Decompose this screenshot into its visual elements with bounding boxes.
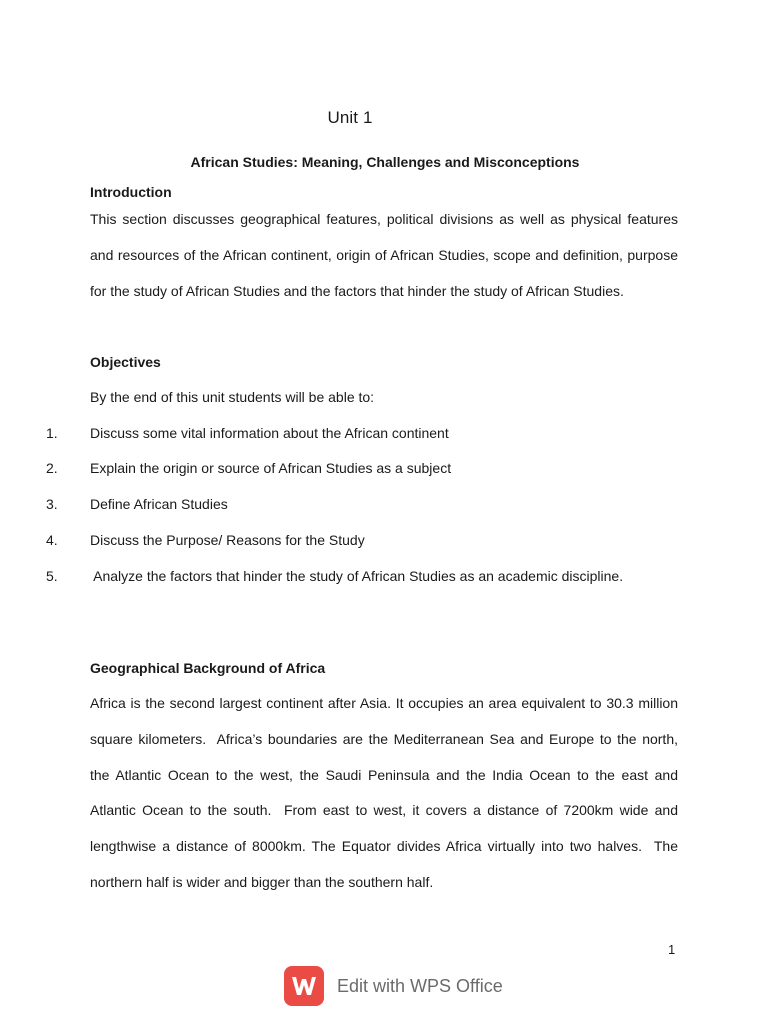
- wps-edit-banner[interactable]: [284, 964, 503, 1008]
- wps-edit-label[interactable]: Edit with WPS Office: [337, 975, 503, 996]
- list-item: Explain the origin or source of African Studies as a subject: [90, 460, 452, 476]
- list-item: Discuss the Purpose/ Reasons for the Study: [90, 532, 365, 548]
- geography-heading: Geographical Background of Africa: [90, 660, 326, 676]
- wps-logo-icon: [284, 966, 324, 1006]
- introduction-paragraph: This section discusses geographical features, political divisions as well as physical features and resources of the African continent, origin of African Studies, scope and definition, purpose for the study of African Studies and the factors that hinder the study of African Studies.: [90, 211, 678, 299]
- introduction-heading: Introduction: [90, 184, 172, 200]
- list-item: Define African Studies: [90, 496, 228, 512]
- unit-title: Unit 1: [327, 108, 373, 127]
- list-item: Analyze the factors that hinder the study of African Studies as an academic discipline.: [90, 568, 624, 584]
- geography-paragraph: Africa is the second largest continent after Asia. It occupies an area equivalent to 30.3 million square kilometers. Africa’s boundaries are the Mediterranean Sea and Europe to the north, the Atlantic Ocean to the west, the Saudi Peninsula and the India Ocean to the east and Atlantic Ocean to the south. From east to west, it covers a distance of 7200km wide and lengthwise a distance of 8000km. The Equator divides Africa virtually into two halves. The northern half is wider and bigger than the southern half.: [90, 695, 682, 890]
- document-subtitle: African Studies: Meaning, Challenges and Misconceptions: [190, 154, 580, 170]
- list-item-number: 5.: [46, 568, 58, 584]
- objectives-lead: By the end of this unit students will be able to:: [90, 389, 375, 405]
- list-item-number: 2.: [46, 460, 58, 476]
- page-number: 1: [668, 942, 676, 957]
- list-item: Discuss some vital information about the African continent: [90, 425, 449, 441]
- objectives-heading: Objectives: [90, 354, 161, 370]
- list-item-number: 1.: [46, 425, 58, 441]
- list-item-number: 3.: [46, 496, 58, 512]
- list-item-number: 4.: [46, 532, 58, 548]
